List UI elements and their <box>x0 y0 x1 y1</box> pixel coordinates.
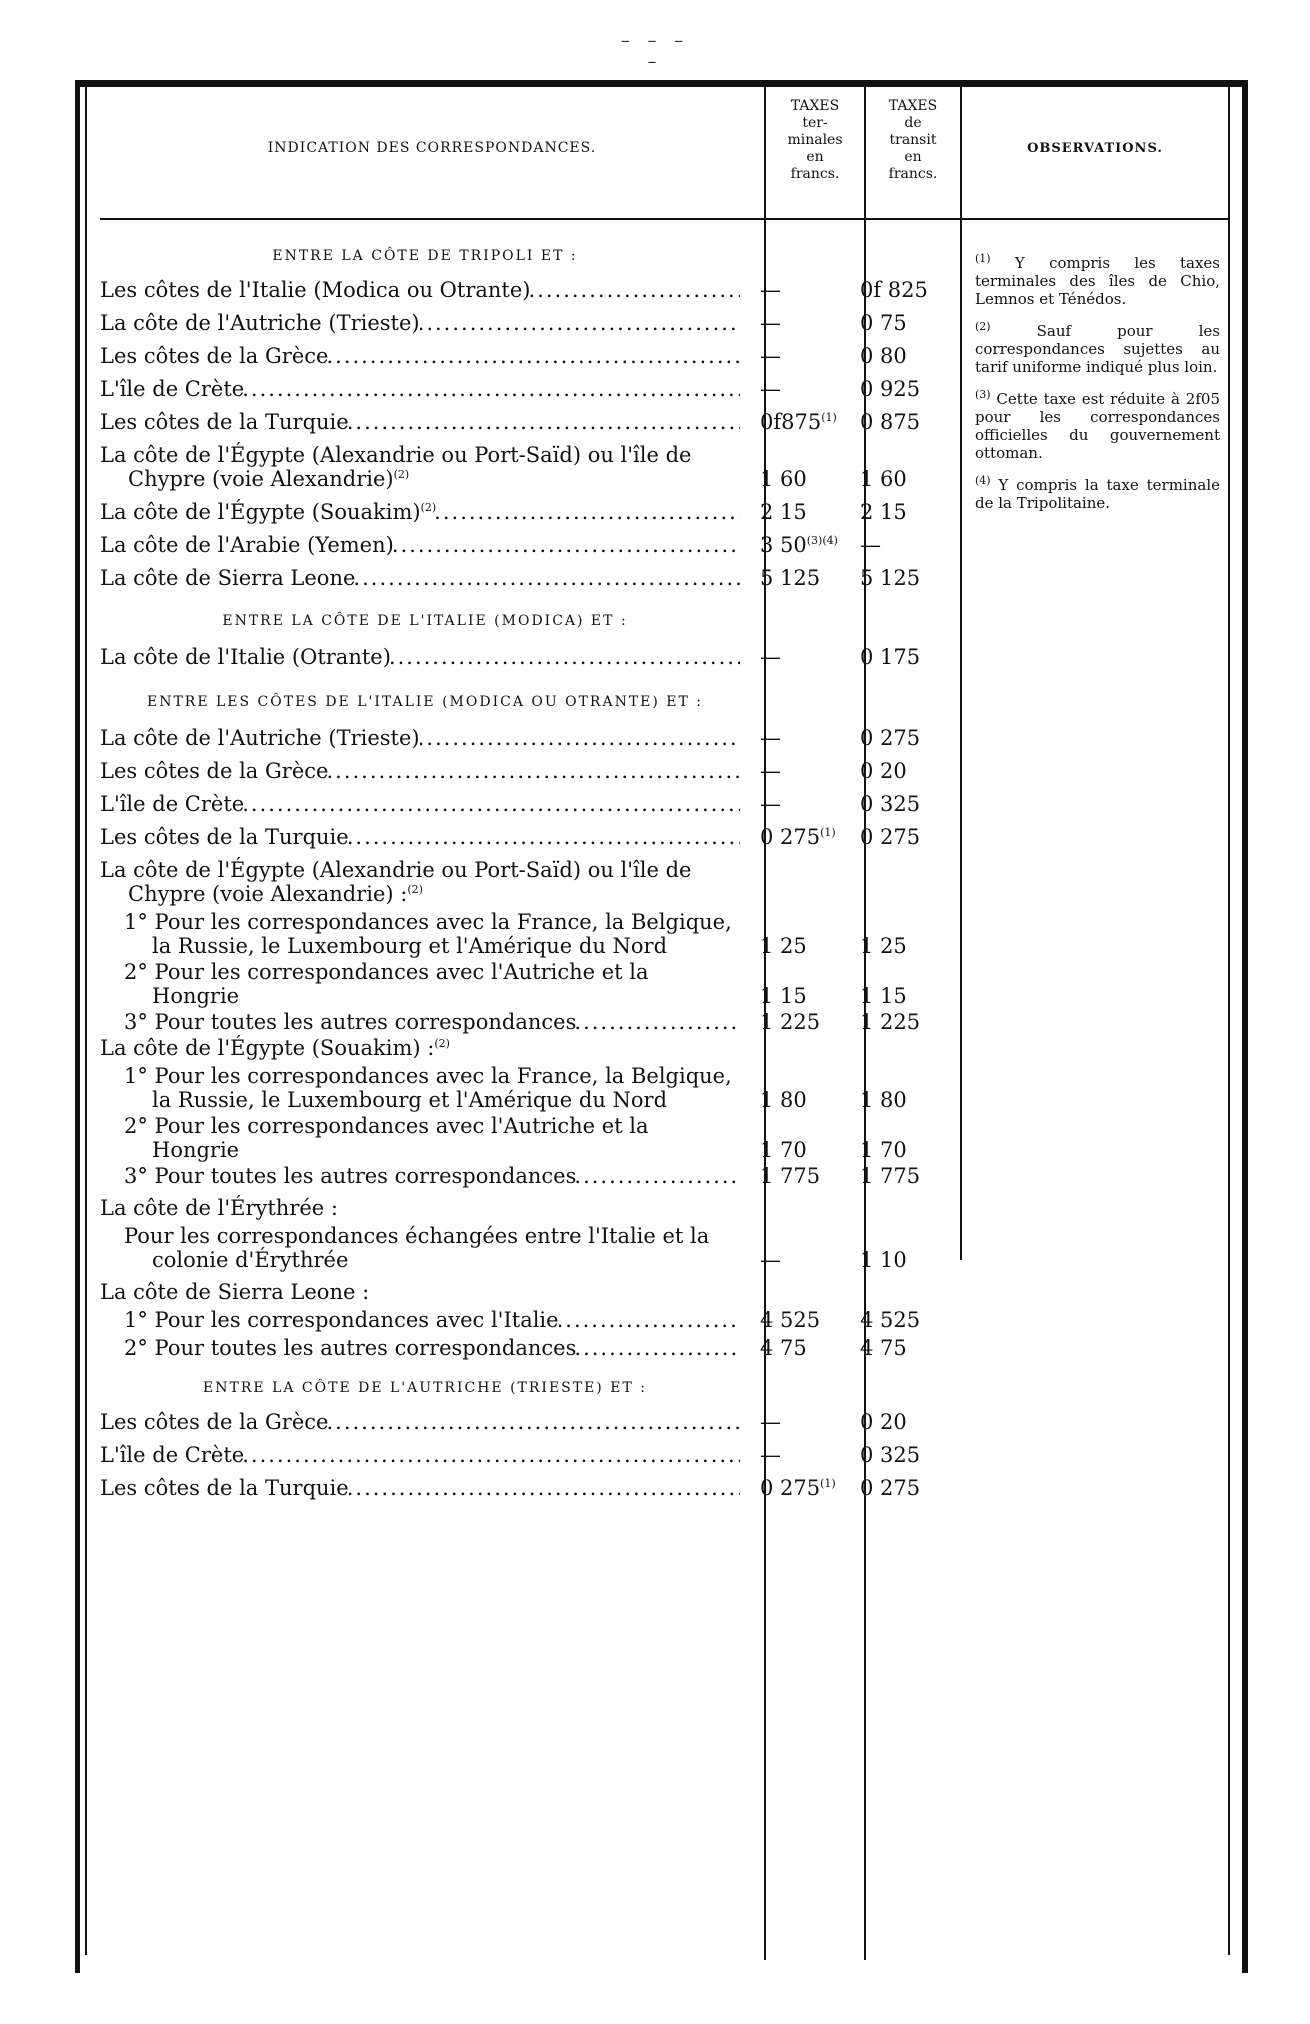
row-description <box>100 500 750 524</box>
group-heading-label: La côte de l'Érythrée : <box>100 1196 338 1220</box>
group-heading-text <box>100 1280 750 1304</box>
transit-tax: 5 125 <box>860 566 921 590</box>
header-observations: OBSERVATIONS. <box>1027 141 1163 156</box>
dot-leader <box>420 726 740 750</box>
dot-leader <box>436 500 740 524</box>
observation-note <box>975 476 1220 512</box>
dot-leader <box>244 377 740 401</box>
terminal-tax: — <box>760 792 781 816</box>
row-label: 3° Pour toutes les autres correspondances <box>124 1010 577 1034</box>
spacer <box>100 599 962 613</box>
table-row <box>100 1410 962 1434</box>
row-description <box>100 825 750 849</box>
terminal-tax: — <box>760 311 781 335</box>
leader-line <box>124 1336 740 1360</box>
leader-line <box>100 645 740 669</box>
row-description <box>100 1443 750 1467</box>
spacer <box>100 1434 962 1443</box>
header-line: de <box>904 115 922 131</box>
table-row <box>100 1476 962 1500</box>
spacer <box>100 590 962 599</box>
spacer <box>100 1500 962 1509</box>
footnote-mark: (2) <box>420 501 437 514</box>
dot-leader <box>328 759 740 783</box>
leader-line <box>100 566 740 590</box>
table-body <box>100 228 962 1509</box>
spacer <box>100 434 962 443</box>
table-row <box>100 278 962 302</box>
table-row <box>100 1114 962 1162</box>
terminal-tax: 2 15 <box>760 500 807 524</box>
transit-tax: 4 75 <box>860 1336 907 1360</box>
leader-line <box>100 726 740 750</box>
spacer <box>100 335 962 344</box>
header-line: minales <box>787 132 843 148</box>
terminal-tax: — <box>760 1248 781 1272</box>
footnote-mark: (4) <box>975 474 991 487</box>
terminal-tax: 4 75 <box>760 1336 807 1360</box>
footnote-mark: (2) <box>434 1037 450 1050</box>
spacer <box>100 669 962 678</box>
row-description <box>100 278 750 302</box>
spacer <box>100 228 962 248</box>
observation-note <box>975 254 1220 308</box>
spacer <box>100 750 962 759</box>
row-label: La côte de l'Italie (Otrante) <box>100 645 391 669</box>
footnote-mark: (3) <box>975 388 991 401</box>
terminal-tax: 4 525 <box>760 1308 821 1332</box>
header-rule <box>100 218 1228 220</box>
leader-line <box>100 825 740 849</box>
row-description <box>100 1336 750 1360</box>
dot-leader <box>576 1336 740 1360</box>
header-line: en <box>904 149 922 165</box>
transit-tax: 1 225 <box>860 1010 921 1034</box>
table-row <box>100 311 962 335</box>
transit-tax: 0 325 <box>860 792 921 816</box>
table-row <box>100 759 962 783</box>
leader-line <box>100 377 740 401</box>
row-label: 3° Pour toutes les autres correspondances <box>124 1164 577 1188</box>
inner-right-rule <box>1228 85 1230 1955</box>
transit-tax: 0 275 <box>860 726 921 750</box>
footnote-mark: (2) <box>975 320 991 333</box>
row-label: Les côtes de la Grèce <box>100 759 329 783</box>
transit-tax: 0f 825 <box>860 278 928 302</box>
row-label: 1° Pour les correspondances avec la France, la Belgique, la Russie, le Luxembourg et l'Amérique du Nord <box>124 1064 732 1112</box>
observation-text: Y compris les taxes terminales des îles de Chio, Lemnos et Ténédos. <box>975 254 1220 308</box>
transit-tax: 1 15 <box>860 984 907 1008</box>
header-transit <box>866 98 960 183</box>
leader-line <box>100 792 740 816</box>
group-heading <box>100 1036 962 1060</box>
transit-tax: 1 80 <box>860 1088 907 1112</box>
leader-line <box>100 278 740 302</box>
spacer <box>100 710 962 726</box>
row-label: La côte de l'Autriche (Trieste) <box>100 726 420 750</box>
transit-tax: 0 75 <box>860 311 907 335</box>
spacer <box>100 1467 962 1476</box>
transit-tax: 0 275 <box>860 825 921 849</box>
row-label: L'île de Crète <box>100 377 245 401</box>
section-title: ENTRE LA CÔTE DE L'ITALIE (MODICA) ET : <box>222 613 628 629</box>
section-title: ENTRE LA CÔTE DE L'AUTRICHE (TRIESTE) ET : <box>203 1380 647 1396</box>
spacer <box>100 264 962 278</box>
transit-tax: — <box>860 533 881 557</box>
row-label: 2° Pour les correspondances avec l'Autriche et la Hongrie <box>124 960 649 1008</box>
row-label: Les côtes de la Turquie <box>100 1476 349 1500</box>
row-label: 2° Pour les correspondances avec l'Autriche et la Hongrie <box>124 1114 649 1162</box>
spacer <box>100 629 962 645</box>
table-row <box>100 792 962 816</box>
leader-line <box>100 759 740 783</box>
table-row <box>100 1336 962 1360</box>
observation-text: Cette taxe est réduite à 2f05 pour les correspondances officielles du gouvernement ottoman. <box>975 390 1220 462</box>
leader-line <box>100 1476 740 1500</box>
row-description <box>100 726 750 750</box>
terminal-tax: 0f875$^{(1)}$ <box>760 410 837 434</box>
row-label: Les côtes de la Turquie <box>100 410 349 434</box>
header-line: TAXES <box>790 98 840 114</box>
spacer <box>100 557 962 566</box>
footnote-mark: (3)(4) <box>806 534 838 547</box>
section-title: ENTRE LES CÔTES DE L'ITALIE (MODICA OU OTRANTE) ET : <box>146 694 704 710</box>
leader-line <box>100 533 740 557</box>
spacer <box>100 1364 962 1380</box>
table-row <box>100 1164 962 1188</box>
table-row <box>100 825 962 849</box>
spacer <box>100 491 962 500</box>
terminal-tax: 1 15 <box>760 984 807 1008</box>
terminal-tax: — <box>760 377 781 401</box>
observation-note <box>975 322 1220 376</box>
table-row <box>100 1224 962 1272</box>
dot-leader <box>328 1410 740 1434</box>
transit-tax: 0 175 <box>860 645 921 669</box>
terminal-tax: 1 225 <box>760 1010 821 1034</box>
row-description <box>100 1064 750 1112</box>
leader-line <box>100 500 740 524</box>
row-description <box>100 910 750 958</box>
terminal-tax: — <box>760 1410 781 1434</box>
row-description <box>100 410 750 434</box>
row-description <box>100 960 750 1008</box>
transit-tax: 2 15 <box>860 500 907 524</box>
table-row <box>100 1308 962 1332</box>
row-description <box>100 759 750 783</box>
row-label: Pour les correspondances échangées entre l'Italie et la colonie d'Érythrée <box>124 1224 710 1272</box>
row-label: La côte de l'Arabie (Yemen) <box>100 533 394 557</box>
terminal-tax: 1 60 <box>760 467 807 491</box>
leader-line <box>100 344 740 368</box>
observation-text: Y compris la taxe terminale de la Tripolitaine. <box>975 476 1220 512</box>
row-description <box>100 1224 750 1272</box>
dot-leader <box>349 410 740 434</box>
header-line: ter- <box>802 115 828 131</box>
terminal-tax: 1 70 <box>760 1138 807 1162</box>
terminal-tax: 0 275$^{(1)}$ <box>760 825 836 849</box>
group-heading <box>100 858 962 906</box>
footnote-mark: (2) <box>393 468 410 481</box>
group-heading-text <box>100 1196 750 1220</box>
footnote-mark: (1) <box>820 1477 836 1490</box>
spacer <box>100 816 962 825</box>
dot-leader <box>349 1476 740 1500</box>
dot-leader <box>394 533 740 557</box>
spacer <box>100 849 962 858</box>
spacer <box>100 401 962 410</box>
table-row <box>100 500 962 524</box>
table-row <box>100 410 962 434</box>
spacer <box>100 1396 962 1410</box>
header-line: francs. <box>790 166 840 182</box>
row-description <box>100 533 750 557</box>
row-label: La côte de l'Égypte (Alexandrie ou Port-Saïd) ou l'île de Chypre (voie Alexandrie)$^{(2)}$ <box>100 443 692 491</box>
footnote-mark: (1) <box>821 411 837 424</box>
terminal-tax: — <box>760 726 781 750</box>
row-description <box>100 344 750 368</box>
group-heading-text <box>100 858 750 906</box>
spacer <box>100 783 962 792</box>
dot-leader <box>349 825 740 849</box>
group-heading <box>100 1280 962 1304</box>
spacer <box>100 1272 962 1280</box>
spacer <box>100 302 962 311</box>
terminal-tax: 1 80 <box>760 1088 807 1112</box>
table-row <box>100 645 962 669</box>
page-mark: – – – – <box>620 30 690 72</box>
terminal-tax: — <box>760 1443 781 1467</box>
row-description <box>100 1114 750 1162</box>
leader-line <box>124 1164 740 1188</box>
row-label: L'île de Crète <box>100 1443 245 1467</box>
table-row <box>100 726 962 750</box>
transit-tax: 4 525 <box>860 1308 921 1332</box>
terminal-tax: 1 775 <box>760 1164 821 1188</box>
transit-tax: 0 20 <box>860 759 907 783</box>
inner-left-rule <box>85 85 87 1955</box>
footnote-mark: (1) <box>820 826 836 839</box>
transit-tax: 0 275 <box>860 1476 921 1500</box>
terminal-tax: — <box>760 344 781 368</box>
group-heading-text <box>100 1036 750 1060</box>
table-row <box>100 1010 962 1034</box>
terminal-tax: 1 25 <box>760 934 807 958</box>
group-heading-label: La côte de Sierra Leone : <box>100 1280 370 1304</box>
observation-text: Sauf pour les correspondances sujettes au tarif uniforme indiqué plus loin. <box>975 322 1220 376</box>
dot-leader <box>355 566 740 590</box>
leader-line <box>124 1308 740 1332</box>
table-row <box>100 960 962 1008</box>
transit-tax: 0 875 <box>860 410 921 434</box>
row-description <box>100 1164 750 1188</box>
row-description <box>100 443 750 491</box>
table-row <box>100 910 962 958</box>
transit-tax: 1 60 <box>860 467 907 491</box>
section-title: ENTRE LA CÔTE DE TRIPOLI ET : <box>272 248 578 264</box>
header-terminales <box>766 98 864 183</box>
header-indication: INDICATION DES CORRESPONDANCES. <box>267 140 597 156</box>
row-description <box>100 1476 750 1500</box>
dot-leader <box>244 1443 740 1467</box>
transit-tax: 0 925 <box>860 377 921 401</box>
observations-column <box>975 254 1220 526</box>
dot-leader <box>576 1010 740 1034</box>
row-label: 1° Pour les correspondances avec l'Italie <box>124 1308 559 1332</box>
header-line: transit <box>889 132 937 148</box>
row-description <box>100 645 750 669</box>
transit-tax: 0 325 <box>860 1443 921 1467</box>
spacer <box>100 368 962 377</box>
table-row <box>100 377 962 401</box>
transit-tax: 1 70 <box>860 1138 907 1162</box>
footnote-mark: (2) <box>407 883 423 896</box>
dot-leader <box>559 1308 740 1332</box>
dot-leader <box>328 344 740 368</box>
row-label: Les côtes de l'Italie (Modica ou Otrante) <box>100 278 531 302</box>
header-line: francs. <box>888 166 938 182</box>
footnote-mark: (1) <box>975 252 991 265</box>
row-description <box>100 792 750 816</box>
leader-line <box>124 1010 740 1034</box>
row-description <box>100 377 750 401</box>
transit-tax: 1 25 <box>860 934 907 958</box>
row-label: 1° Pour les correspondances avec la France, la Belgique, la Russie, le Luxembourg et l'Amérique du Nord <box>124 910 732 958</box>
leader-line <box>100 410 740 434</box>
transit-tax: 0 80 <box>860 344 907 368</box>
observation-note <box>975 390 1220 462</box>
table-row <box>100 1443 962 1467</box>
transit-tax: 1 10 <box>860 1248 907 1272</box>
row-description <box>100 311 750 335</box>
row-label: L'île de Crète <box>100 792 245 816</box>
spacer <box>100 524 962 533</box>
terminal-tax: 3 $50^{(3)(4)}$ <box>760 533 838 557</box>
row-description <box>100 1410 750 1434</box>
terminal-tax: 0 275$^{(1)}$ <box>760 1476 836 1500</box>
table-row <box>100 1064 962 1112</box>
dot-leader <box>420 311 740 335</box>
row-label: La côte de l'Autriche (Trieste) <box>100 311 420 335</box>
terminal-tax: — <box>760 759 781 783</box>
group-heading <box>100 1196 962 1220</box>
dot-leader <box>391 645 740 669</box>
group-heading-label: La côte de l'Égypte (Souakim) :$^{(2)}$ <box>100 1036 450 1060</box>
table-row <box>100 533 962 557</box>
row-label: Les côtes de la Turquie <box>100 825 349 849</box>
transit-tax: 0 20 <box>860 1410 907 1434</box>
row-description <box>100 1010 750 1034</box>
leader-line <box>100 311 740 335</box>
terminal-tax: — <box>760 645 781 669</box>
row-label: Les côtes de la Grèce <box>100 344 329 368</box>
terminal-tax: — <box>760 278 781 302</box>
dot-leader <box>244 792 740 816</box>
row-label: La côte de l'Égypte (Souakim)$^{(2)}$ <box>100 500 437 524</box>
group-heading-label: La côte de l'Égypte (Alexandrie ou Port-Saïd) ou l'île de Chypre (voie Alexandrie) :$^{(2)}$ <box>100 858 692 906</box>
row-label: La côte de Sierra Leone <box>100 566 356 590</box>
table-row <box>100 443 962 491</box>
leader-line <box>100 1410 740 1434</box>
terminal-tax: 5 125 <box>760 566 821 590</box>
leader-line <box>100 1443 740 1467</box>
dot-leader <box>530 278 740 302</box>
header-line: en <box>806 149 824 165</box>
header-line: TAXES <box>888 98 938 114</box>
row-label: Les côtes de la Grèce <box>100 1410 329 1434</box>
spacer <box>100 678 962 694</box>
dot-leader <box>576 1164 740 1188</box>
transit-tax: 1 775 <box>860 1164 921 1188</box>
row-description <box>100 1308 750 1332</box>
table-row <box>100 344 962 368</box>
row-description <box>100 566 750 590</box>
table-row <box>100 566 962 590</box>
row-label: 2° Pour toutes les autres correspondances <box>124 1336 577 1360</box>
